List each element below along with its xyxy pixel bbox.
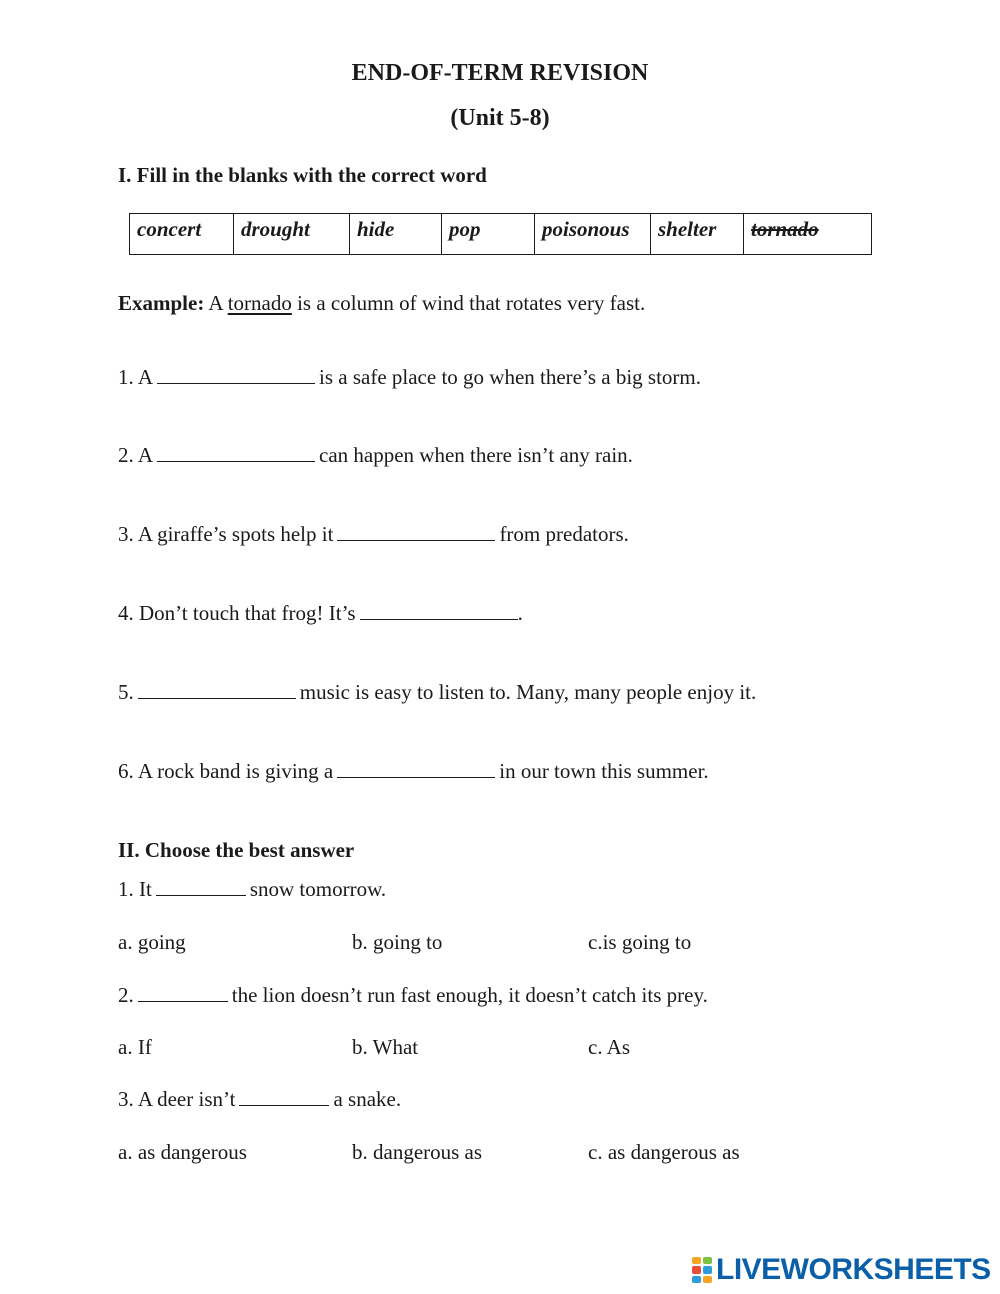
liveworksheets-logo	[692, 1254, 991, 1286]
answer-blank[interactable]	[156, 879, 246, 896]
question-text: 3. A deer isn’t	[118, 1087, 236, 1111]
fill-item-2	[118, 443, 633, 468]
question-text: 2.	[118, 983, 134, 1007]
fill-item-text: 2. A	[118, 443, 154, 467]
mc-question-3	[118, 1087, 401, 1112]
question-text: a snake.	[333, 1087, 402, 1111]
example-after: is a column of wind that rotates very fast.	[291, 291, 646, 315]
option-b[interactable]: b. dangerous as	[352, 1140, 483, 1164]
option-a[interactable]: a. If	[118, 1035, 152, 1059]
word-bank-item: poisonous	[535, 214, 651, 255]
answer-blank[interactable]	[337, 524, 495, 541]
option-a[interactable]: a. as dangerous	[118, 1140, 247, 1164]
fill-item-text: from predators.	[499, 522, 629, 546]
fill-item-text: music is easy to listen to. Many, many people enjoy it.	[299, 680, 757, 704]
fill-item-text: in our town this summer.	[499, 759, 709, 783]
fill-item-4	[118, 601, 523, 626]
question-text: the lion doesn’t run fast enough, it doesn’t catch its prey.	[231, 983, 708, 1007]
section1-heading: I. Fill in the blanks with the correct word	[118, 163, 487, 187]
logo-text: LIVEWORKSHEETS	[716, 1253, 991, 1286]
answer-blank[interactable]	[337, 761, 495, 778]
page-title: END-OF-TERM REVISION	[351, 60, 649, 86]
word-bank-item-used: tornado	[744, 214, 872, 255]
answer-blank[interactable]	[239, 1089, 329, 1106]
word-bank-item: shelter	[651, 214, 744, 255]
answer-blank[interactable]	[138, 985, 228, 1002]
page-subtitle: (Unit 5-8)	[450, 105, 550, 131]
fill-item-3	[118, 522, 629, 547]
option-c[interactable]: c.is going to	[588, 930, 692, 954]
mc-question-2	[118, 983, 708, 1008]
fill-item-6	[118, 759, 709, 784]
option-c[interactable]: c. As	[588, 1035, 630, 1059]
example-sentence	[118, 291, 645, 316]
section2-heading: II. Choose the best answer	[118, 838, 355, 862]
fill-item-1	[118, 365, 701, 390]
option-b[interactable]: b. going to	[352, 930, 443, 954]
word-bank-item: drought	[234, 214, 350, 255]
example-label: Example:	[118, 291, 205, 315]
question-text: snow tomorrow.	[249, 877, 387, 901]
fill-item-5	[118, 680, 756, 705]
mc-question-1	[118, 877, 386, 902]
answer-blank[interactable]	[157, 367, 315, 384]
answer-blank[interactable]	[360, 603, 518, 620]
fill-item-text: can happen when there isn’t any rain.	[319, 443, 633, 467]
logo-blocks-icon	[692, 1257, 712, 1283]
example-answer: tornado	[227, 291, 292, 315]
fill-item-text: 1. A	[118, 365, 154, 389]
fill-item-text: .	[517, 601, 523, 625]
word-bank	[129, 213, 872, 255]
question-text: 1. It	[118, 877, 152, 901]
fill-item-text: is a safe place to go when there’s a big storm.	[319, 365, 701, 389]
option-b[interactable]: b. What	[352, 1035, 419, 1059]
answer-blank[interactable]	[138, 682, 296, 699]
word-bank-item: concert	[130, 214, 234, 255]
example-before: A	[204, 291, 228, 315]
option-c[interactable]: c. as dangerous as	[588, 1140, 740, 1164]
fill-item-text: 6. A rock band is giving a	[118, 759, 334, 783]
answer-blank[interactable]	[157, 445, 315, 462]
option-a[interactable]: a. going	[118, 930, 186, 954]
fill-item-text: 4. Don’t touch that frog! It’s	[118, 601, 356, 625]
fill-item-text: 5.	[118, 680, 134, 704]
word-bank-item: hide	[350, 214, 442, 255]
word-bank-item: pop	[442, 214, 535, 255]
fill-item-text: 3. A giraffe’s spots help it	[118, 522, 334, 546]
